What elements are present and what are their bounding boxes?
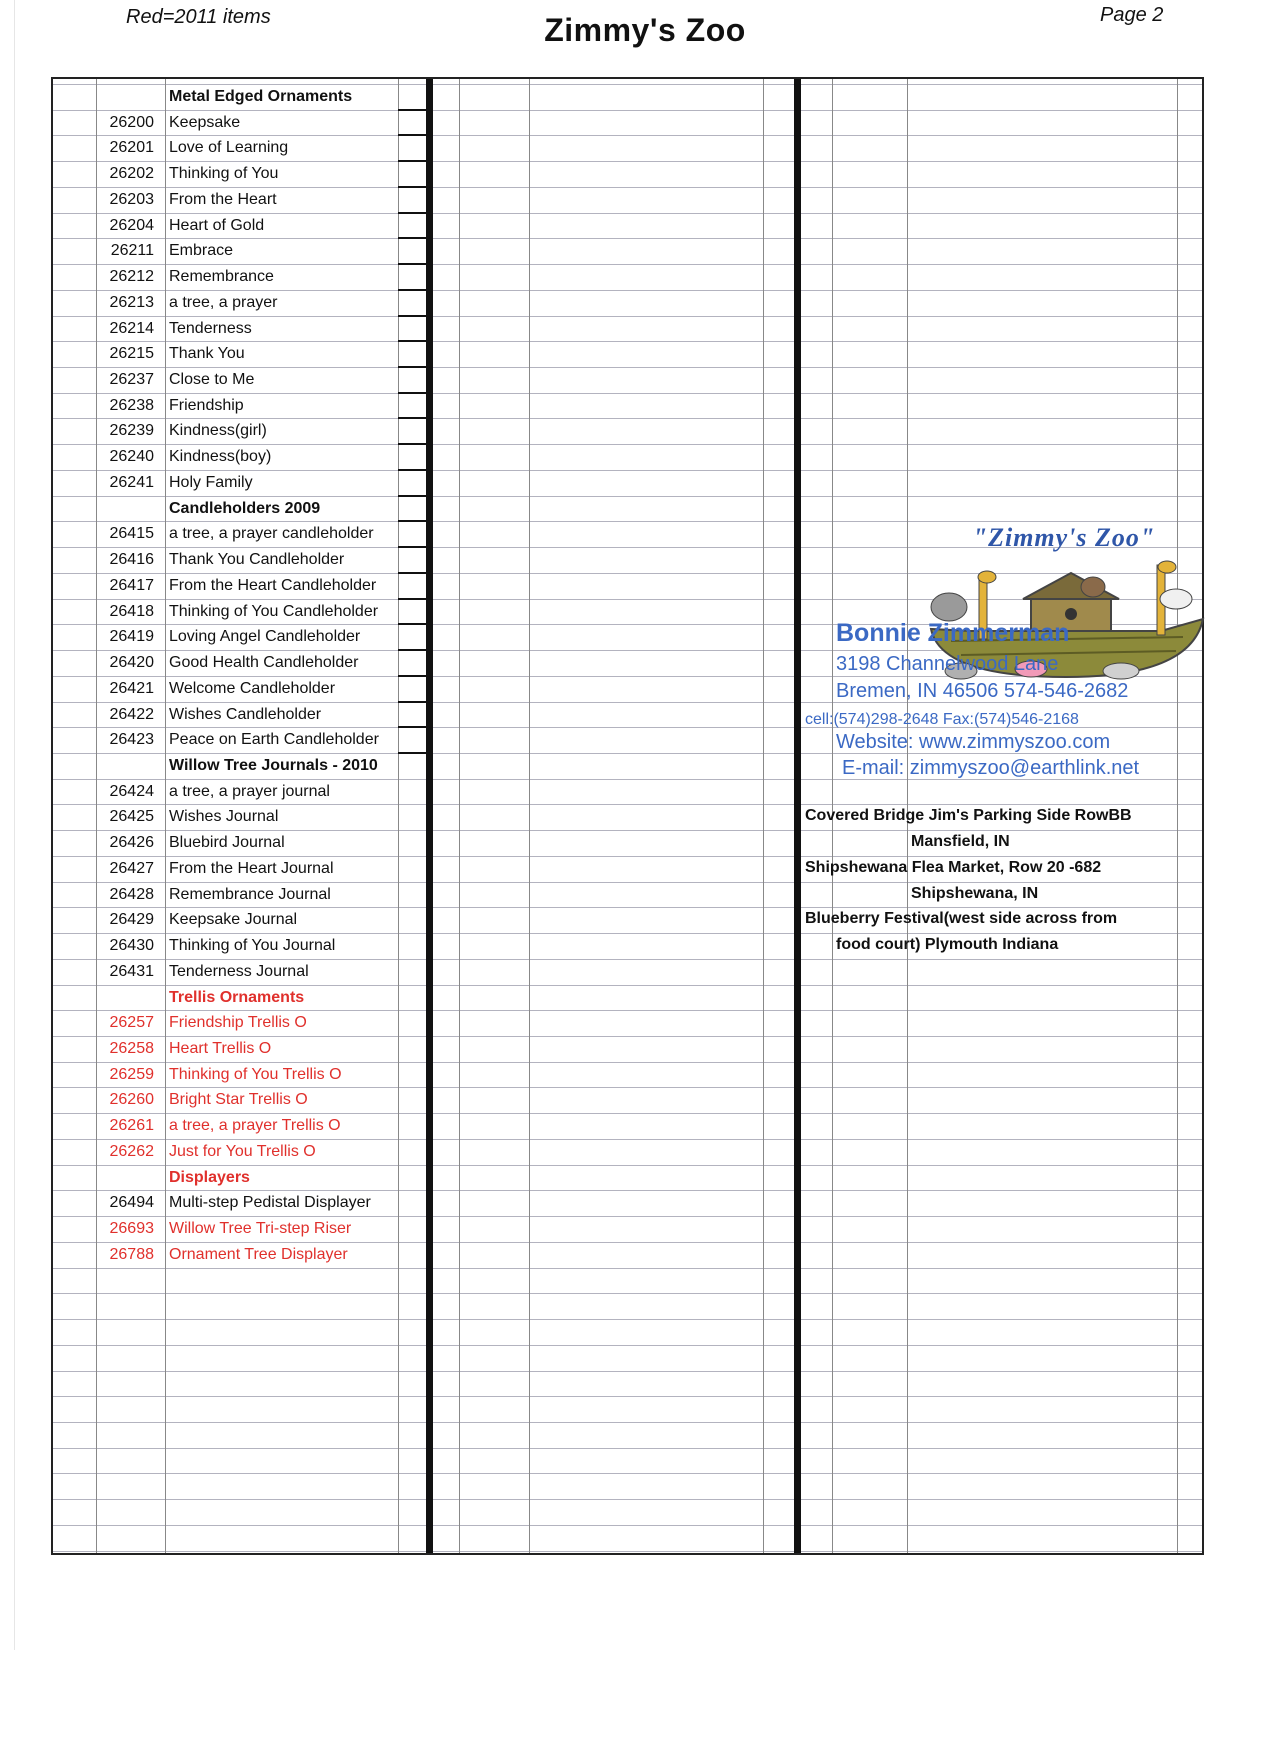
item-number: 26418 — [109, 602, 154, 620]
grid-column-line — [1177, 79, 1178, 1553]
item-name: Thinking of You Trellis O — [169, 1065, 342, 1083]
order-qty-mark — [398, 392, 428, 394]
item-number: 26423 — [109, 731, 154, 749]
item-number: 26241 — [109, 473, 154, 491]
item-number: 26214 — [109, 319, 154, 337]
order-qty-mark — [398, 212, 428, 214]
item-name: Kindness(boy) — [169, 448, 272, 466]
item-number: 26788 — [109, 1245, 154, 1263]
item-name: Embrace — [169, 242, 234, 260]
order-qty-mark — [398, 340, 428, 342]
order-qty-mark — [398, 315, 428, 317]
order-qty-mark — [398, 109, 428, 111]
item-name: Wishes Journal — [169, 808, 279, 826]
item-number: 26211 — [110, 242, 154, 260]
item-name: Thinking of You Journal — [169, 937, 336, 955]
item-name: Thank You Candleholder — [169, 551, 345, 569]
order-sheet-grid — [51, 77, 1204, 1555]
location-line: food court) Plymouth Indiana — [836, 936, 1059, 954]
grid-column-line — [165, 79, 166, 1553]
grid-row-line — [53, 1345, 1202, 1346]
item-number: 26419 — [109, 628, 154, 646]
location-line: Mansfield, IN — [911, 833, 1010, 851]
item-name: Wishes Candleholder — [169, 705, 322, 723]
item-number: 26259 — [109, 1065, 154, 1083]
order-qty-mark — [398, 134, 428, 136]
order-qty-mark — [398, 495, 428, 497]
logo-title: "Zimmy's Zoo" — [972, 523, 1156, 552]
item-name: Willow Tree Tri-step Riser — [169, 1220, 352, 1238]
item-number: 26426 — [109, 834, 154, 852]
item-name: Close to Me — [169, 371, 255, 389]
item-name: Love of Learning — [169, 139, 289, 157]
category-title: Trellis Ornaments — [169, 988, 305, 1006]
grid-column-line — [763, 79, 764, 1553]
contact-street: 3198 Channelwood Lane — [836, 653, 1059, 675]
item-number: 26425 — [109, 808, 154, 826]
item-name: Good Health Candleholder — [169, 654, 359, 672]
order-qty-mark — [398, 186, 428, 188]
contact-email: E-mail: zimmyszoo@earthlink.net — [842, 757, 1140, 779]
order-qty-mark — [398, 237, 428, 239]
grid-row-line — [53, 1551, 1202, 1552]
grid-column-line — [529, 79, 530, 1553]
contact-cell-fax: cell:(574)298-2648 Fax:(574)546-2168 — [805, 711, 1079, 728]
order-qty-mark — [398, 623, 428, 625]
grid-row-line — [53, 1268, 1202, 1269]
red-legend-note: Red=2011 items — [126, 6, 271, 28]
item-number: 26213 — [109, 293, 154, 311]
item-name: Friendship Trellis O — [169, 1014, 307, 1032]
item-number: 26212 — [109, 268, 154, 286]
item-number: 26262 — [109, 1142, 154, 1160]
order-qty-mark — [398, 726, 428, 728]
item-name: From the Heart Journal — [169, 859, 334, 877]
order-qty-mark — [398, 546, 428, 548]
order-qty-mark — [398, 443, 428, 445]
item-name: Welcome Candleholder — [169, 679, 336, 697]
category-title: Candleholders 2009 — [169, 499, 321, 517]
item-name: Remembrance — [169, 268, 274, 286]
item-number: 26420 — [109, 654, 154, 672]
grid-row-line — [53, 1499, 1202, 1500]
item-number: 26200 — [109, 113, 154, 131]
item-number: 26424 — [109, 782, 154, 800]
order-qty-mark — [398, 263, 428, 265]
location-line: Covered Bridge Jim's Parking Side RowBB — [805, 807, 1132, 825]
grid-row-line — [53, 1293, 1202, 1294]
grid-row-line — [53, 1422, 1202, 1423]
item-number: 26431 — [109, 962, 154, 980]
item-number: 26257 — [109, 1014, 154, 1032]
item-number: 26240 — [109, 448, 154, 466]
contact-city-phone: Bremen, IN 46506 574-546-2682 — [836, 680, 1129, 702]
order-qty-mark — [398, 417, 428, 419]
item-name: Heart Trellis O — [169, 1040, 272, 1057]
item-name: Ornament Tree Displayer — [169, 1245, 348, 1263]
item-name: Loving Angel Candleholder — [169, 628, 361, 646]
item-name: Multi-step Pedistal Displayer — [169, 1194, 371, 1212]
page-title: Zimmy's Zoo — [544, 12, 746, 48]
grid-column-line — [398, 79, 399, 1553]
grid-row-line — [53, 1525, 1202, 1526]
contact-name: Bonnie Zimmerman — [836, 619, 1070, 647]
grid-row-line — [53, 1371, 1202, 1372]
item-name: Kindness(girl) — [169, 422, 267, 440]
item-number: 26693 — [109, 1220, 154, 1238]
item-name: Tenderness Journal — [169, 962, 309, 980]
item-number: 26421 — [109, 679, 154, 697]
order-qty-mark — [398, 289, 428, 291]
contact-website: Website: www.zimmyszoo.com — [836, 731, 1111, 753]
item-number: 26429 — [109, 911, 154, 929]
item-number: 26427 — [109, 859, 154, 877]
item-name: From the Heart — [169, 190, 277, 208]
item-number: 26422 — [109, 705, 154, 723]
item-name: Just for You Trellis O — [169, 1142, 316, 1160]
item-name: Tenderness — [169, 319, 252, 337]
order-qty-mark — [398, 649, 428, 651]
item-number: 26261 — [109, 1117, 154, 1135]
item-name: a tree, a prayer candleholder — [169, 525, 374, 543]
item-number: 26260 — [109, 1091, 154, 1109]
order-qty-mark — [398, 366, 428, 368]
item-number: 26201 — [109, 139, 154, 157]
item-number: 26204 — [109, 216, 154, 234]
grid-row-line — [53, 1319, 1202, 1320]
item-name: Keepsake — [169, 113, 241, 131]
item-name: Thinking of You — [169, 165, 279, 183]
order-qty-mark — [398, 520, 428, 522]
grid-row-line — [53, 1396, 1202, 1397]
section-divider — [794, 79, 801, 1553]
item-number: 26417 — [109, 576, 154, 594]
item-name: Thinking of You Candleholder — [169, 602, 379, 620]
item-number: 26258 — [109, 1040, 154, 1057]
section-divider — [426, 79, 433, 1553]
item-number: 26238 — [109, 396, 154, 414]
item-name: Holy Family — [169, 473, 253, 491]
item-number: 26203 — [109, 190, 154, 208]
item-number: 26428 — [109, 885, 154, 903]
page-number: Page 2 — [1100, 4, 1164, 26]
grid-row-line — [53, 1448, 1202, 1449]
category-title: Displayers — [169, 1168, 250, 1186]
item-name: Friendship — [169, 396, 244, 414]
location-line: Shipshewana, IN — [911, 884, 1039, 902]
item-name: a tree, a prayer journal — [169, 782, 330, 800]
item-name: Thank You — [169, 345, 245, 363]
order-qty-mark — [398, 675, 428, 677]
item-number: 26215 — [109, 345, 154, 363]
location-line: Blueberry Festival(west side across from — [805, 910, 1118, 928]
item-number: 26430 — [109, 937, 154, 955]
grid-column-line — [459, 79, 460, 1553]
item-number: 26239 — [109, 422, 154, 440]
category-title: Metal Edged Ornaments — [169, 88, 353, 105]
item-name: Peace on Earth Candleholder — [169, 731, 379, 749]
item-number: 26237 — [109, 371, 154, 389]
order-qty-mark — [398, 469, 428, 471]
scan-edge — [14, 0, 15, 1650]
item-name: a tree, a prayer — [169, 293, 278, 311]
item-name: a tree, a prayer Trellis O — [169, 1117, 341, 1135]
item-number: 26416 — [109, 551, 154, 569]
item-name: Heart of Gold — [169, 216, 265, 234]
location-line: Shipshewana Flea Market, Row 20 -682 — [805, 858, 1102, 876]
item-name: Bluebird Journal — [169, 834, 285, 852]
order-qty-mark — [398, 701, 428, 703]
item-name: Keepsake Journal — [169, 911, 298, 929]
item-name: From the Heart Candleholder — [169, 576, 377, 594]
item-number: 26202 — [109, 165, 154, 183]
order-qty-mark — [398, 160, 428, 162]
order-qty-mark — [398, 752, 428, 754]
order-qty-mark — [398, 598, 428, 600]
category-title: Willow Tree Journals - 2010 — [169, 756, 378, 774]
item-name: Bright Star Trellis O — [169, 1091, 308, 1109]
item-number: 26415 — [109, 525, 154, 543]
order-qty-mark — [398, 572, 428, 574]
grid-row-line — [53, 1473, 1202, 1474]
item-number: 26494 — [109, 1194, 154, 1212]
item-name: Remembrance Journal — [169, 885, 331, 903]
